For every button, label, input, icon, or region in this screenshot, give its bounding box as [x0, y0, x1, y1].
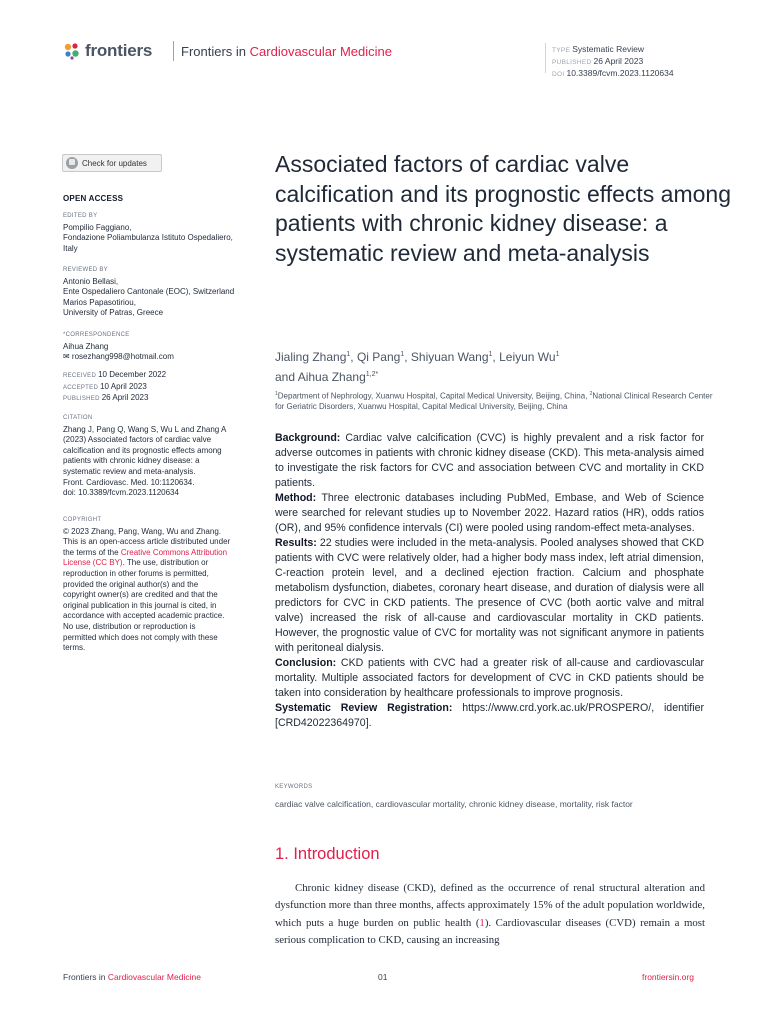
- dates-section: [63, 370, 263, 405]
- copyright-line: No use, distribution or reproduction is: [63, 621, 196, 631]
- copyright-line: reproduction in other forums is permitted,: [63, 568, 209, 578]
- citation-section: [63, 413, 263, 499]
- citation-line: (2023) Associated factors of cardiac valve: [63, 435, 212, 445]
- author[interactable]: Aihua Zhang$^{1,2*}$: [297, 370, 379, 384]
- citation-line: patients with chronic kidney disease: a: [63, 456, 200, 466]
- abstract-method: Method: Three electronic databases including PubMed, Embase, and Web of Science were searched for relevant studies up to November 2022. Hazard ratios (HR), odds ratios (OR), and 95% confidence intervals (CI) were pooled using random-effect meta-analyses.: [275, 492, 704, 534]
- copyright-line: provided the original author(s) and the: [63, 579, 199, 589]
- footer-site-link[interactable]: frontiersin.org: [642, 972, 694, 982]
- accepted-date: ACCEPTED 10 April 2023: [63, 381, 147, 391]
- frontiers-logo-icon: [63, 42, 81, 60]
- article-meta: [552, 44, 674, 80]
- registration-link[interactable]: https://www.crd.york.ac.uk/PROSPERO/, identifier [CRD42022364970].: [275, 702, 704, 729]
- editor-line: Fondazione Poliambulanza Istituto Ospedaliero,: [63, 233, 233, 243]
- editor-line: Pompilio Faggiano,: [63, 222, 132, 232]
- correspondence-section: [63, 330, 263, 363]
- keywords: cardiac valve calcification, cardiovascular mortality, chronic kidney disease, mortality, risk factor: [275, 799, 633, 809]
- author[interactable]: Leiyun Wu$^1$: [499, 350, 560, 364]
- copyright-line: copyright owner(s) are credited and that the: [63, 590, 218, 600]
- introduction-paragraph: Chronic kidney disease (CKD), defined as the occurrence of renal structural alteration and dysfunction more than three months, affects approximately 15% of the adult population worldwide, which puts a huge burden on public health (1). Cardiovascular diseases (CVD) remain a most serious complication to CKD, causing an increasing: [275, 882, 705, 947]
- cc-license-link-2[interactable]: License (CC BY): [63, 558, 123, 568]
- author-list: Jialing Zhang$^1$, Qi Pang$^1$, Shiyuan Wang$^1$, Leiyun Wu$^1$ and Aihua Zhang$^{1,2*}$: [275, 350, 560, 384]
- correspondence-heading: *CORRESPONDENCE: [63, 332, 130, 338]
- check-updates-label: Check for updates: [82, 158, 147, 168]
- copyright-line: License (CC BY). The use, distribution or: [63, 558, 209, 568]
- meta-divider: [545, 43, 546, 73]
- author[interactable]: Shiyuan Wang$^1$: [410, 350, 493, 364]
- footer-journal[interactable]: Frontiers in Cardiovascular Medicine: [63, 972, 201, 982]
- meta-published: PUBLISHED 26 April 2023: [552, 56, 644, 66]
- cc-license-link[interactable]: Creative Commons Attribution: [120, 547, 228, 557]
- abstract-results: Results: 22 studies were included in the meta-analysis. Pooled analyses showed that CKD patients with CVC were relatively older, had a higher body mass index, left atrial dimension, C-reaction protein level, and a declined ejection fraction. Calcium and phosphate metabolism dysfunction, diabetes, coronary heart disease, and duration of dialysis were all predictors for CVC in CKD patients. The presence of CVC (both aortic valve and mitral valve) increased the risk of all-cause and cardiovascular mortality in CKD patients. However, the prognostic value of CVC for mortality was not significant anymore in patients with peritoneal dialysis.: [275, 537, 704, 654]
- header-divider: [173, 41, 174, 61]
- journal-title[interactable]: [181, 44, 392, 59]
- journal-name: Cardiovascular Medicine: [249, 44, 392, 59]
- citation-line: calcification and its prognostic effects among: [63, 445, 222, 455]
- copyright-line: This is an open-access article distributed under: [63, 537, 231, 547]
- reference-link[interactable]: 1: [479, 916, 485, 929]
- reviewer-line: Ente Ospedaliero Cantonale (EOC), Switzerland: [63, 287, 235, 297]
- check-updates-icon: [66, 157, 78, 169]
- check-for-updates-button[interactable]: [62, 154, 162, 172]
- copyright-line: original publication in this journal is cited, in: [63, 600, 217, 610]
- author[interactable]: Jialing Zhang$^1$: [275, 350, 351, 364]
- copyright-line: the terms of the Creative Commons Attribution: [63, 547, 228, 557]
- correspondence-name: Aihua Zhang: [63, 341, 109, 351]
- frontiers-logo[interactable]: [63, 40, 152, 62]
- citation-line: systematic review and meta-analysis.: [63, 466, 196, 476]
- abstract-conclusion: Conclusion: CKD patients with CVC had a greater risk of all-cause and cardiovascular mortality. Multiple associated factors for development of CVC in CKD patients should be taken into consideration by healthcare professionals to improve prognosis.: [275, 657, 704, 699]
- reviewer-line: Marios Papasotiriou,: [63, 297, 136, 307]
- reviewed-by-heading: REVIEWED BY: [63, 267, 108, 273]
- edited-by-heading: EDITED BY: [63, 213, 98, 219]
- reviewed-by-section: [63, 265, 263, 319]
- abstract-background: Background: Cardiac valve calcification (CVC) is highly prevalent and a risk factor for adverse outcomes in patients with chronic kidney disease (CKD). This meta-analysis aimed to investigate the risk factors for CVC and association between CVC and mortality in CKD patients.: [275, 432, 704, 489]
- author[interactable]: Qi Pang$^1$: [356, 350, 405, 364]
- keywords-heading: KEYWORDS: [275, 784, 313, 790]
- abstract-registration: Systematic Review Registration: https://www.crd.york.ac.uk/PROSPERO/, identifier [CRD42022364970].: [275, 702, 704, 729]
- copyright-line: terms.: [63, 643, 86, 653]
- copyright-section: [63, 515, 263, 654]
- copyright-line: permitted which does not comply with these: [63, 632, 218, 642]
- reviewer-line: Antonio Bellasi,: [63, 276, 119, 286]
- meta-doi[interactable]: DOI 10.3389/fcvm.2023.1120634: [552, 68, 674, 78]
- citation-line: Zhang J, Pang Q, Wang S, Wu L and Zhang A: [63, 424, 227, 434]
- open-access-label: OPEN ACCESS: [63, 194, 124, 203]
- page-number: 01: [378, 972, 388, 982]
- editor-line: Italy: [63, 243, 78, 253]
- copyright-line: accordance with accepted academic practice.: [63, 611, 225, 621]
- article-title: Associated factors of cardiac valve calcification and its prognostic effects among patients with chronic kidney disease: a systematic review and meta-analysis: [275, 151, 731, 266]
- affiliations: $^1$Department of Nephrology, Xuanwu Hospital, Capital Medical University, Beijing, China, $^2$National Clinical Research Center for Geriatric Disorders, Xuanwu Hospital, Capital Medical University, Beijing, China: [275, 391, 713, 412]
- meta-type: TYPE Systematic Review: [552, 44, 644, 54]
- edited-by-section: [63, 211, 263, 254]
- copyright-line: © 2023 Zhang, Pang, Wang, Wu and Zhang.: [63, 526, 221, 536]
- reviewer-line: University of Patras, Greece: [63, 308, 164, 318]
- brand-name: frontiers: [85, 41, 153, 60]
- citation-line: Front. Cardiovasc. Med. 10:1120634.: [63, 477, 195, 487]
- citation-heading: CITATION: [63, 415, 93, 421]
- copyright-heading: COPYRIGHT: [63, 517, 102, 523]
- citation-doi[interactable]: doi: 10.3389/fcvm.2023.1120634: [63, 488, 179, 498]
- section-heading-introduction: 1. Introduction: [275, 845, 380, 863]
- received-date: RECEIVED 10 December 2022: [63, 370, 167, 379]
- abstract: [275, 431, 704, 731]
- journal-prefix: Frontiers in: [181, 44, 247, 59]
- correspondence-email[interactable]: ✉ rosezhang998@hotmail.com: [63, 352, 174, 362]
- published-date: PUBLISHED 26 April 2023: [63, 393, 149, 403]
